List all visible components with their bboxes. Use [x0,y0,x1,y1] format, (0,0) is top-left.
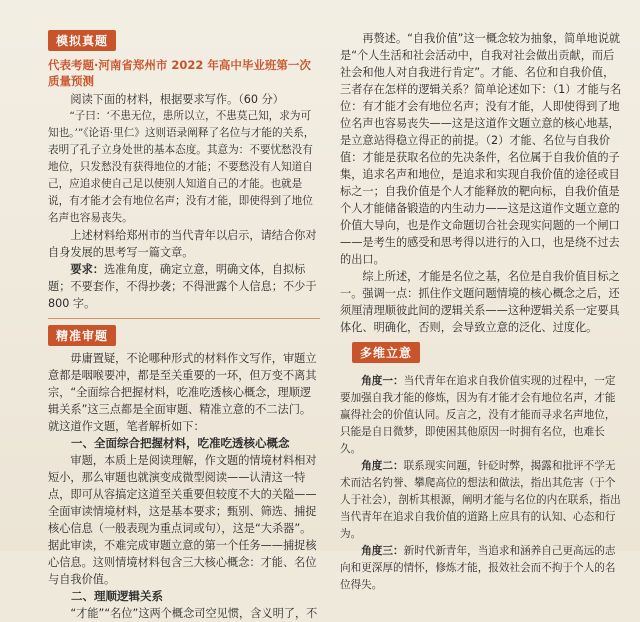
question-block [48,91,320,312]
summary-paragraph: 综上所述，才能是名位之基，名位是自我价值目标之一。强调一点：抓住作文题问题情境的核心概念之后，还须厘清理顺彼此间的逻辑关系——这种逻辑关系一定要具体化、明确化，否则，会导致立意的泛化、过度化。 [340,270,620,334]
exam-source: 代表考题·河南省郑州市 2022 年高中毕业班第一次质量预测 [48,58,311,88]
left-column [36,30,320,622]
angle-one [340,373,624,458]
analysis-para-two: 审题，本质上是阅读理解，作文题的情境材料相对短小，那么审题也就演变成微型阅读——认清这一特点，即可从容搞定这道至关重要但较度不大的关隘——全面审读情境材料，这是基本要求；甄别、筛选、捕捉核心信息（一般表现为重点词或句），这是“大杀器”。据此审读，不难完成审题立意的第一个任务——捕捉核心信息。这则情境材料包含三大核心概念：才能、名位与自我价值。 [48,454,317,586]
right-column [340,30,624,622]
logic-paragraph: 再赘述。“自我价值”这一概念较为抽象，简单地说就是“个人生活和社会活动中，自我对社会做出贡献，而后社会和他人对自我进行肯定”。才能、名位和自我价值，三者存在怎样的逻辑关系？简单论述如下：（1）才能与名位：有才能才会有地位名声；没有才能，人即使得到了地位名声也容易丧失——这是这道作文题立意的核心地基，是立意站得稳立得正的前提。（2）才能、名位与自我价值：才能是获取名位的先决条件，名位属于自我价值的子集，追求名声和地位，是追求和实现自我价值的途径或目标之一；自我价值是个人才能释放的靶向标，自我价值是个人才能储备锻造的内生动力——这是这道作文题立意的价值大导向，也是作文命题切合社会现实问题的一个闸口——是考生的感受和思考得以进行的入口，也是绕不过去的出口。 [340,32,622,266]
requirements [48,261,320,312]
angle-one-text: 当代青年在追求自我价值实现的过程中，一定要加强自我才能的修炼，因为有才能才会有地位名声，才能赢得社会的价值认同。反言之，没有才能而寻求名声地位，只能是自日微梦，即使困其他原因一时拥有名位，也难长久。 [340,375,616,455]
divider [48,318,320,319]
angle-three-text: 新时代新青年，当追求和涵养自己更高远的志向和更深厚的情怀，修炼才能，报效社会而不拘于个人的名位得失。 [340,545,616,591]
material-quote: “子曰：‘不患无位，患所以立，不患莫己知，求为可知也。’”《论语·里仁》这则语录阐释了名位与才能的关系，表明了孔子立身处世的基本态度。其意为：不要忧愁没有地位，只发愁没有获得地位的才能；不要愁没有人知道自己，应追求使自己足以使别人知道自己的才能。也就是说，有才能才会有地位名声；没有才能，即使得到了地位名声也容易丧失。 [48,110,315,224]
section-tag-precise-review: 精准审题 [48,325,116,346]
subheading-one: 一、全面综合把握材料，吃准吃透核心概念 [71,436,290,450]
section-tag-multi-angle: 多维立意 [352,342,420,363]
angle-three-label: 角度三： [361,545,404,557]
analysis-intro: 毋庸置疑，不论哪种形式的材料作文写作，审题立意都是咽喉要冲，都是至关重要的一环，但万变不离其宗，“全面综合把握材料，吃准吃透核心概念，理顺逻辑关系”这三点都是全面审题、精准立意的不二法门。就这道作文题，笔者解析如下： [48,352,317,433]
angle-one-label: 角度一： [361,375,404,387]
task-text: 上述材料给郑州市的当代青年以启示，请结合你对自身发展的思考写一篇文章。 [48,229,317,259]
prompt-text: 阅读下面的材料，根据要求写作。（60 分） [70,93,284,106]
angle-two [340,458,624,543]
analysis-para-three: “才能”“名位”这两个概念司空见惯，含义明了，不 [70,607,318,620]
angle-two-text: 联系现实问题，针砭时弊，揭露和批评不学无术而沽名钓誉、攀爬高位的想法和做法，指出其危害（于个人于社会），剖析其根源，阐明才能与名位的内在联系，指出当代青年在追求自我价值的道路上应具有的认知、心态和行为。 [340,460,621,540]
requirements-text: 选准角度，确定立意，明确文体，自拟标题；不要套作，不得抄袭；不得泄露个人信息；不少于 800 字。 [48,263,317,310]
analysis-block [48,350,320,622]
angle-two-label: 角度二： [361,460,404,472]
requirements-label: 要求： [70,263,104,276]
section-tag-mock-exam: 模拟真题 [48,30,116,51]
subheading-two: 二、理顺逻辑关系 [71,589,163,603]
two-column-layout [36,30,624,622]
